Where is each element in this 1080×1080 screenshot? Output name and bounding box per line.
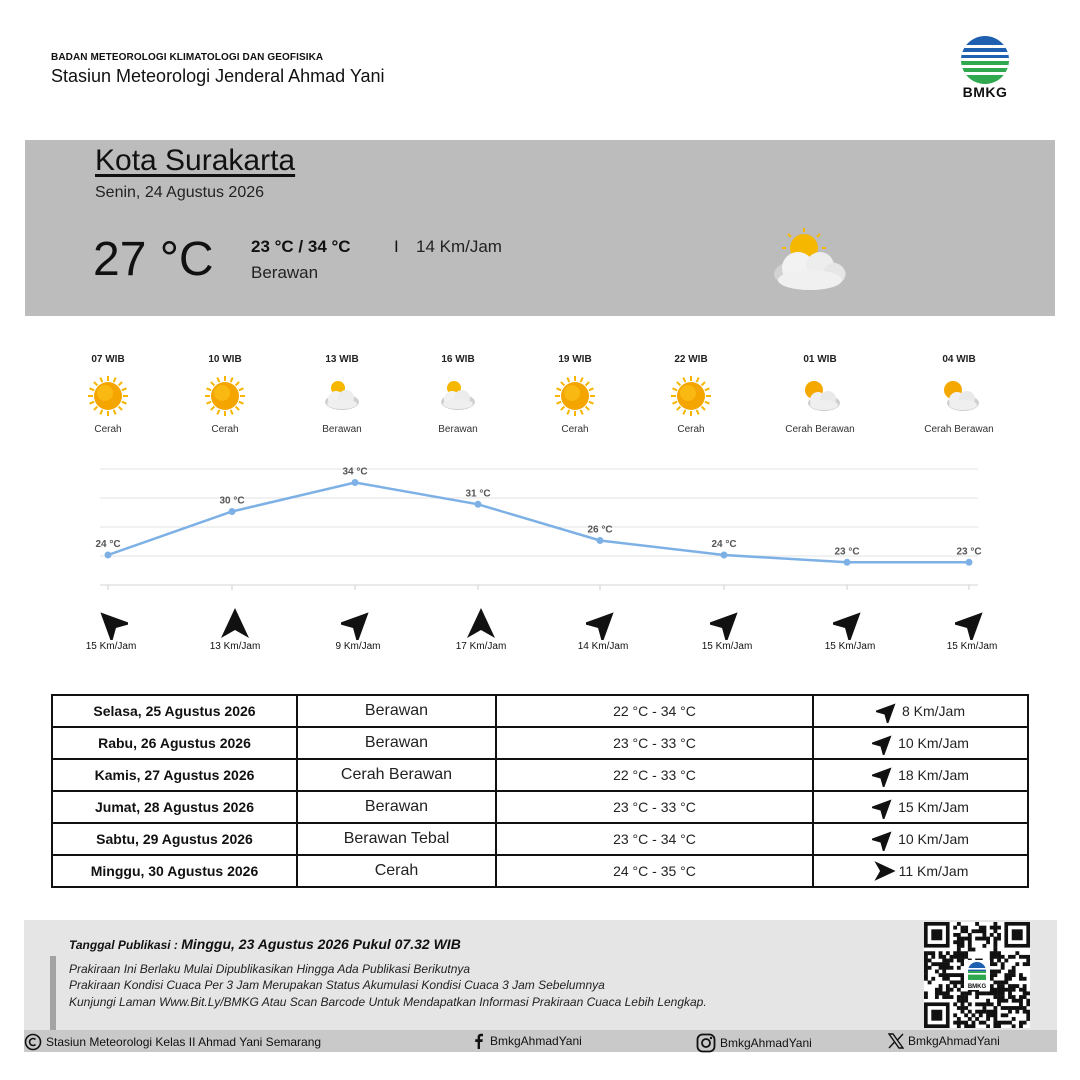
- sun-icon: [86, 374, 130, 418]
- hour-wind-speed: 13 Km/Jam: [209, 641, 261, 652]
- daily-condition: Cerah: [297, 855, 496, 887]
- temperature-point: [352, 479, 359, 486]
- daily-wind-speed: 10 Km/Jam: [898, 735, 969, 751]
- bmkg-emblem-icon: [955, 34, 1015, 84]
- qr-code[interactable]: [924, 922, 1030, 1028]
- temperature-label: 34 °C: [342, 466, 368, 478]
- wind-direction-icon: [873, 859, 897, 883]
- wind-direction-icon: [586, 606, 620, 640]
- hourly-wind-item: [790, 606, 910, 652]
- hourly-item: [760, 354, 880, 435]
- daily-condition: Berawan: [297, 727, 496, 759]
- daily-wind: [813, 695, 1028, 727]
- x-link[interactable]: [888, 1033, 1000, 1049]
- daily-day: Rabu, 26 Agustus 2026: [52, 727, 297, 759]
- publication-label: Tanggal Publikasi :: [69, 938, 182, 952]
- instagram-handle: BmkgAhmadYani: [720, 1036, 812, 1050]
- copyright-text: Stasiun Meteorologi Kelas II Ahmad Yani Semarang: [46, 1035, 322, 1049]
- daily-wind: [813, 759, 1028, 791]
- footer-accent-bar: [50, 956, 56, 1030]
- hourly-wind-item: [421, 606, 541, 652]
- temperature-point: [966, 559, 973, 566]
- temperature-label: 23 °C: [834, 546, 860, 558]
- temperature-point: [597, 537, 604, 544]
- note-2: Prakiraan Kondisi Cuaca Per 3 Jam Merupakan Status Akumulasi Kondisi Cuaca 3 Jam Sebelumnya: [69, 978, 605, 992]
- daily-condition: Cerah Berawan: [297, 759, 496, 791]
- instagram-link[interactable]: [696, 1033, 812, 1053]
- hourly-item: [899, 354, 1019, 435]
- hourly-item: [165, 354, 285, 435]
- daily-temperature-range: 23 °C - 34 °C: [496, 823, 813, 855]
- hourly-wind-item: [298, 606, 418, 652]
- cloudy-icon: [320, 374, 364, 418]
- temperature-label: 26 °C: [587, 524, 613, 536]
- daily-wind: [813, 855, 1028, 887]
- daily-row: [52, 759, 1028, 791]
- wind-direction-icon: [464, 606, 498, 640]
- wind-direction-icon: [872, 795, 896, 819]
- hour-wind-speed: 9 Km/Jam: [335, 641, 381, 652]
- hourly-wind-item: [543, 606, 663, 652]
- current-temperature: 27 °C: [93, 233, 214, 286]
- hour-time: 22 WIB: [674, 354, 708, 365]
- temperature-label: 31 °C: [465, 488, 491, 500]
- temperature-point: [475, 501, 482, 508]
- daily-temperature-range: 22 °C - 33 °C: [496, 759, 813, 791]
- logo-text: BMKG: [962, 84, 1008, 100]
- daily-temperature-range: 24 °C - 35 °C: [496, 855, 813, 887]
- hour-condition: Cerah: [677, 424, 705, 435]
- daily-wind-speed: 11 Km/Jam: [898, 863, 969, 879]
- temperature-label: 30 °C: [219, 495, 245, 507]
- temperature-label: 23 °C: [956, 546, 982, 558]
- x-handle: BmkgAhmadYani: [908, 1034, 1000, 1048]
- daily-day: Jumat, 28 Agustus 2026: [52, 791, 297, 823]
- hour-time: 01 WIB: [803, 354, 837, 365]
- note-3: Kunjungi Laman Www.Bit.Ly/BMKG Atau Scan Barcode Untuk Mendapatkan Informasi Prakiraan Cuaca Lebih Lengkap.: [69, 995, 707, 1009]
- hour-condition: Cerah: [561, 424, 589, 435]
- sun-icon: [553, 374, 597, 418]
- sun-icon: [203, 374, 247, 418]
- hour-condition: Cerah Berawan: [785, 424, 855, 435]
- daily-wind: [813, 823, 1028, 855]
- temperature-chart: [0, 460, 1080, 590]
- daily-temperature-range: 22 °C - 34 °C: [496, 695, 813, 727]
- wind-direction-icon: [710, 606, 744, 640]
- current-wind-speed: 14 Km/Jam: [416, 237, 502, 256]
- hour-wind-speed: 17 Km/Jam: [455, 641, 507, 652]
- wind-direction-icon: [872, 827, 896, 851]
- daily-condition: Berawan: [297, 791, 496, 823]
- qr-logo-text: BMKG: [967, 984, 987, 990]
- temperature-point: [229, 508, 236, 515]
- daily-wind-speed: 8 Km/Jam: [901, 703, 965, 719]
- footer-panel: [24, 920, 1057, 1030]
- current-date: Senin, 24 Agustus 2026: [95, 184, 265, 201]
- hour-condition: Cerah: [94, 424, 122, 435]
- daily-wind: [813, 727, 1028, 759]
- daily-row: [52, 791, 1028, 823]
- hourly-item: [515, 354, 635, 435]
- hourly-item: [631, 354, 751, 435]
- daily-wind-speed: 18 Km/Jam: [898, 767, 969, 783]
- temperature-label: 24 °C: [711, 539, 737, 550]
- hour-wind-speed: 15 Km/Jam: [85, 641, 137, 652]
- hour-time: 04 WIB: [942, 354, 976, 365]
- daily-day: Kamis, 27 Agustus 2026: [52, 759, 297, 791]
- facebook-icon: [472, 1033, 486, 1049]
- publication-value: Minggu, 23 Agustus 2026 Pukul 07.32 WIB: [181, 936, 461, 952]
- temperature-range: 23 °C / 34 °C: [251, 237, 351, 256]
- temperature-label: 24 °C: [95, 539, 121, 550]
- current-condition: Berawan: [251, 263, 319, 282]
- daily-condition: Berawan: [297, 695, 496, 727]
- daily-wind: [813, 791, 1028, 823]
- partly-cloudy-icon: [937, 374, 981, 418]
- partly-cloudy-icon: [798, 374, 842, 418]
- wind-direction-icon: [341, 606, 375, 640]
- wind-direction-icon: [94, 606, 128, 640]
- copyright: [24, 1033, 321, 1051]
- daily-forecast-table: [51, 694, 1029, 888]
- station-name: Stasiun Meteorologi Jenderal Ahmad Yani: [51, 66, 385, 86]
- daily-row: [52, 823, 1028, 855]
- hourly-item: [282, 354, 402, 435]
- cloudy-icon: [436, 374, 480, 418]
- hour-condition: Cerah: [211, 424, 239, 435]
- hour-time: 13 WIB: [325, 354, 359, 365]
- daily-day: Selasa, 25 Agustus 2026: [52, 695, 297, 727]
- publication-date: [69, 936, 461, 952]
- hour-time: 19 WIB: [558, 354, 592, 365]
- wind-direction-icon: [872, 763, 896, 787]
- city-name: Kota Surakarta: [95, 144, 296, 177]
- note-1: Prakiraan Ini Berlaku Mulai Dipublikasikan Hingga Ada Publikasi Berikutnya: [69, 962, 471, 976]
- daily-condition: Berawan Tebal: [297, 823, 496, 855]
- daily-temperature-range: 23 °C - 33 °C: [496, 727, 813, 759]
- sun-icon: [669, 374, 713, 418]
- daily-row: [52, 695, 1028, 727]
- partly-cloudy-icon: [770, 226, 852, 296]
- daily-wind-speed: 15 Km/Jam: [898, 799, 969, 815]
- hour-condition: Berawan: [438, 424, 478, 435]
- hourly-wind-item: [912, 606, 1032, 652]
- temperature-point: [105, 552, 112, 559]
- daily-day: Sabtu, 29 Agustus 2026: [52, 823, 297, 855]
- temperature-point: [844, 559, 851, 566]
- hour-wind-speed: 15 Km/Jam: [824, 641, 876, 652]
- hour-wind-speed: 15 Km/Jam: [946, 641, 998, 652]
- hour-time: 10 WIB: [208, 354, 242, 365]
- hour-condition: Cerah Berawan: [924, 424, 994, 435]
- separator: I: [394, 237, 399, 256]
- temperature-point: [721, 552, 728, 559]
- daily-row: [52, 855, 1028, 887]
- hour-time: 07 WIB: [91, 354, 125, 365]
- current-weather-panel: [25, 140, 1055, 316]
- hour-condition: Berawan: [322, 424, 362, 435]
- hour-wind-speed: 15 Km/Jam: [701, 641, 753, 652]
- daily-temperature-range: 23 °C - 33 °C: [496, 791, 813, 823]
- daily-wind-speed: 10 Km/Jam: [898, 831, 969, 847]
- facebook-handle: BmkgAhmadYani: [490, 1034, 582, 1048]
- agency-name: BADAN METEOROLOGI KLIMATOLOGI DAN GEOFISIKA: [51, 52, 324, 63]
- copyright-icon: [24, 1033, 42, 1051]
- facebook-link[interactable]: [472, 1033, 582, 1049]
- daily-row: [52, 727, 1028, 759]
- hourly-wind-item: [175, 606, 295, 652]
- bmkg-logo: [955, 34, 1015, 102]
- hour-wind-speed: 14 Km/Jam: [577, 641, 629, 652]
- hourly-item: [398, 354, 518, 435]
- hour-time: 16 WIB: [441, 354, 475, 365]
- instagram-icon: [696, 1033, 716, 1053]
- wind-direction-icon: [876, 699, 900, 723]
- hourly-item: [48, 354, 168, 435]
- hourly-wind-item: [667, 606, 787, 652]
- daily-day: Minggu, 30 Agustus 2026: [52, 855, 297, 887]
- wind-direction-icon: [955, 606, 989, 640]
- hourly-wind-item: [51, 606, 171, 652]
- wind-direction-icon: [218, 606, 252, 640]
- x-icon: [888, 1033, 904, 1049]
- wind-direction-icon: [833, 606, 867, 640]
- bottom-bar: [24, 1030, 1057, 1052]
- wind-direction-icon: [872, 731, 896, 755]
